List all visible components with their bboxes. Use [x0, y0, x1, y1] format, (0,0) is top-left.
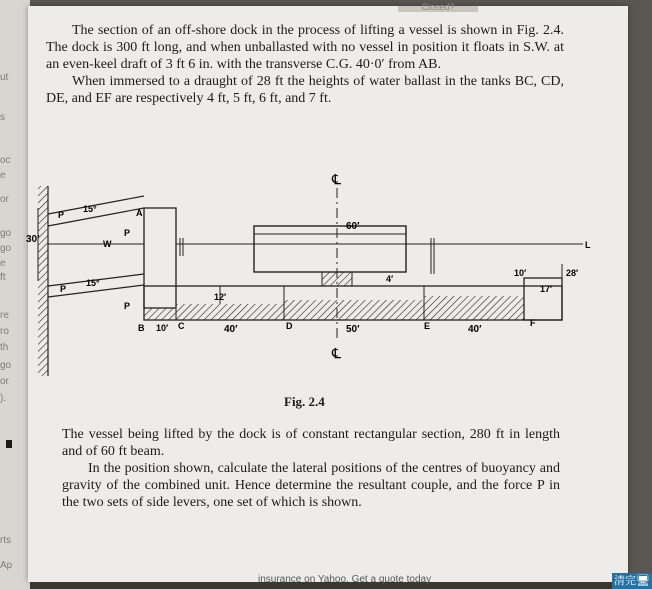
corner-button[interactable]: 清完🖥 — [612, 573, 652, 589]
force-p-1: P — [58, 210, 65, 220]
body-paragraph-2: In the position shown, calculate the lateral positions of the centres of buoyancy and gravity of the combined unit. Hence determine the resultant couple, and the force P in the two sets of side levers, one set of which is shown. — [62, 461, 560, 510]
dim-40-right: 40′ — [468, 324, 482, 335]
margin-fragment: or — [0, 194, 9, 205]
margin-fragment: ft — [0, 272, 6, 283]
vessel-width-label: 60′ — [346, 221, 360, 232]
figure-caption: Fig. 2.4 — [284, 394, 325, 409]
force-p-4: P — [124, 301, 131, 311]
angle-top-label: 15° — [83, 204, 97, 214]
dim-10-left: 10′ — [156, 323, 169, 333]
margin-fragment: go — [0, 360, 12, 371]
point-c: C — [178, 321, 185, 331]
angle-bottom-label: 15° — [86, 278, 100, 288]
centerline-top: ℄ — [332, 171, 341, 187]
quay-wall — [38, 186, 48, 376]
margin-fragment: go — [0, 228, 12, 239]
point-a: A — [136, 208, 143, 218]
depth-4-label: 4′ — [386, 274, 394, 284]
dim-40-left: 40′ — [224, 324, 238, 335]
body-paragraph-1: The vessel being lifted by the dock is of constant rectangular section, 280 ft in length and of 60 ft beam. — [62, 427, 560, 459]
height-30-label: 30′ — [26, 234, 40, 245]
bottom-ad-link[interactable]: insurance on Yahoo. Get a quote today — [258, 574, 432, 585]
top-tab-label: Closed? — [421, 2, 455, 12]
margin-mark — [6, 440, 12, 448]
dim-17-label: 17′ — [540, 284, 553, 294]
margin-fragment: oc — [0, 155, 11, 166]
margin-fragment: rts — [0, 535, 12, 546]
centerline-bottom: ℄ — [332, 345, 341, 361]
ballast-de — [284, 300, 424, 320]
force-p-2: P — [60, 284, 67, 294]
height-12-label: 12′ — [214, 292, 227, 302]
intro-paragraph-2: When immersed to a draught of 28 ft the heights of water ballast in the tanks BC, CD, DE, and EF are respectively 4 ft, 5 ft, 6 ft, and 7 ft. — [46, 74, 564, 106]
point-w: W — [103, 239, 112, 249]
margin-fragment: ro — [0, 326, 9, 337]
dim-28-label: 28′ — [566, 268, 579, 278]
ballast-bc — [144, 308, 176, 320]
margin-fragment: go — [0, 243, 12, 254]
figure-2-4 — [28, 156, 628, 391]
margin-fragment: e — [0, 170, 6, 181]
intro-paragraph-1: The section of an off-shore dock in the process of lifting a vessel is shown in Fig. 2.4. The dock is 300 ft long, and when unballasted with no vessel in position it floats in S.W. at an even-keel draft of 3 ft 6 in. with the transverse C.G. 40·0′ from AB. — [46, 23, 564, 72]
margin-fragment: ). — [0, 393, 7, 404]
margin-fragment: e — [0, 258, 6, 269]
side-wall-ab — [144, 208, 176, 308]
background-left-strip — [0, 0, 30, 589]
point-f: F — [530, 318, 536, 328]
body-text — [62, 426, 560, 511]
dim-50: 50′ — [346, 324, 360, 335]
point-l: L — [585, 240, 591, 250]
margin-fragment: s — [0, 112, 5, 123]
margin-fragment: th — [0, 342, 9, 353]
margin-fragment: or — [0, 376, 9, 387]
intro-text — [46, 22, 564, 107]
ballast-cd — [176, 304, 284, 320]
point-d: D — [286, 321, 293, 331]
point-e: E — [424, 321, 431, 331]
vessel-hull — [254, 226, 406, 272]
document-page — [26, 2, 628, 582]
margin-fragment: ut — [0, 72, 9, 83]
point-b: B — [138, 323, 145, 333]
dim-10-right: 10′ — [514, 268, 527, 278]
top-tab[interactable] — [398, 2, 478, 12]
margin-fragment: Ap — [0, 560, 13, 571]
force-p-3: P — [124, 228, 131, 238]
margin-fragment: re — [0, 310, 9, 321]
ballast-ef — [424, 296, 524, 320]
